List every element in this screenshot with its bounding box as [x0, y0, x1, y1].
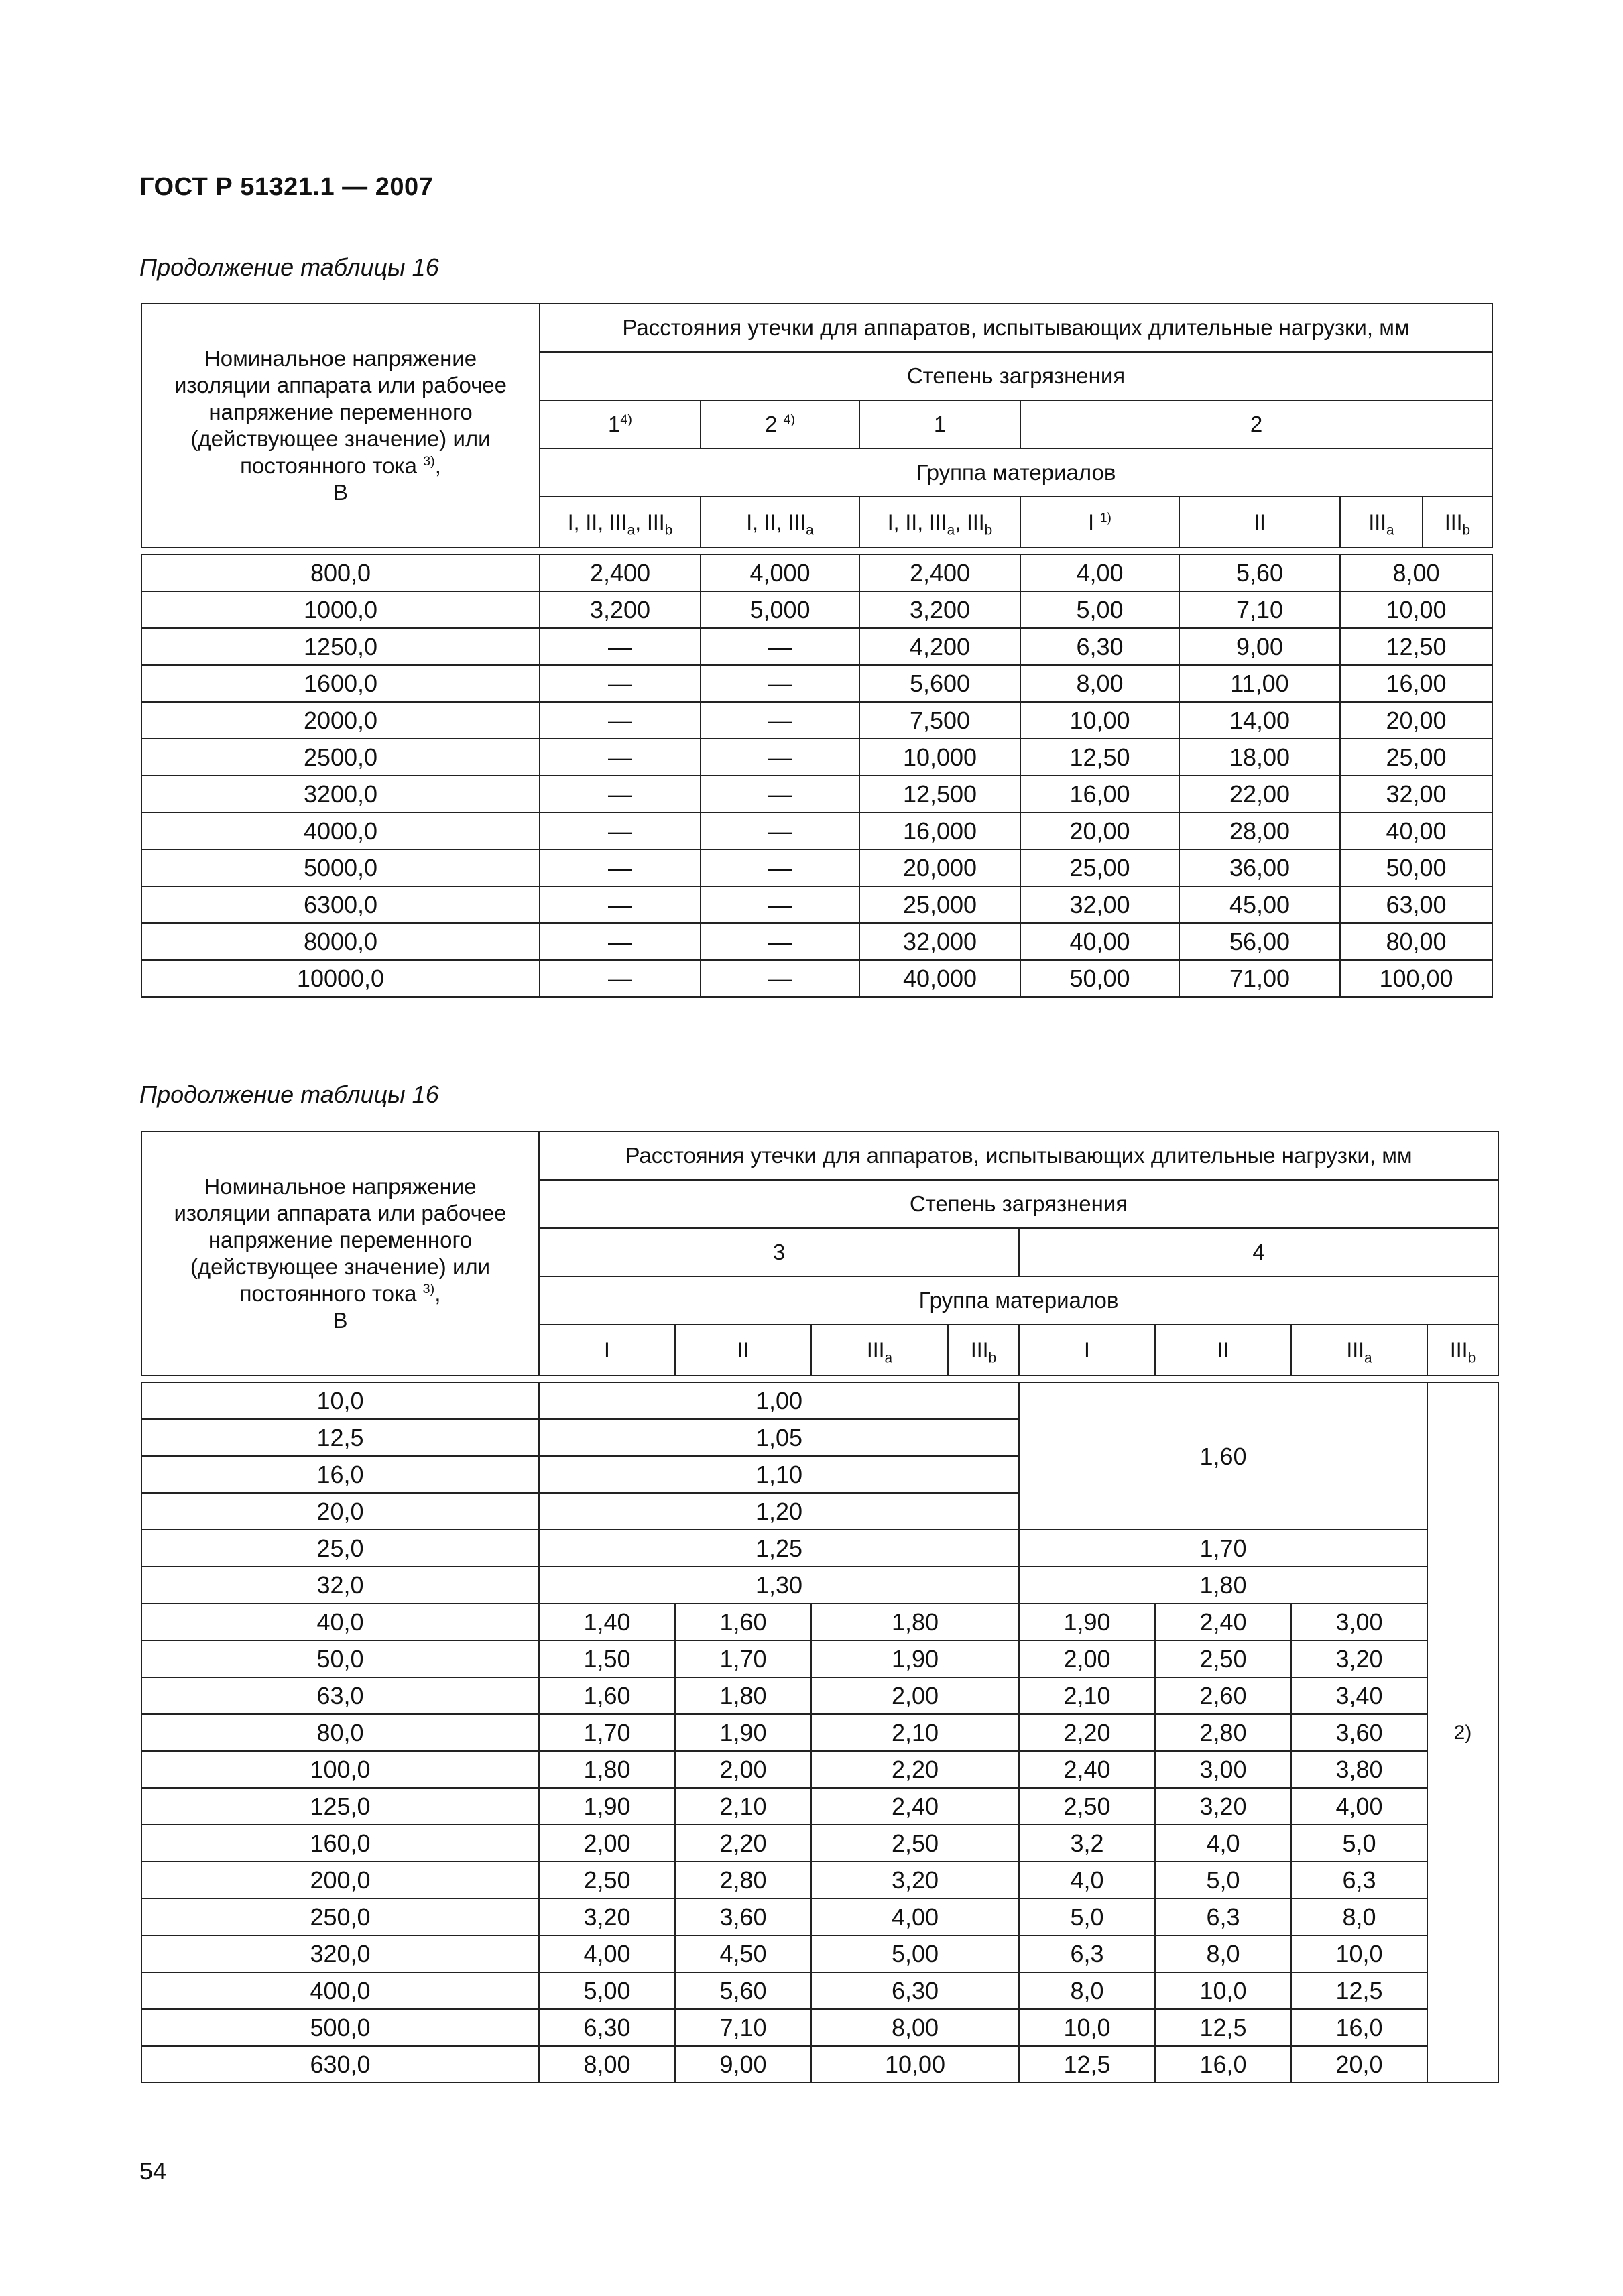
table-row [141, 960, 1492, 997]
voltage-cell: 200,0 [141, 1862, 539, 1898]
voltage-cell: 40,0 [141, 1604, 539, 1640]
table-row [141, 1825, 1498, 1862]
table-row [141, 1935, 1498, 1972]
voltage-cell: 500,0 [141, 2009, 539, 2046]
table-row [141, 923, 1492, 960]
value-cell: 3,200 [859, 591, 1020, 628]
value-cell: 12,50 [1020, 739, 1179, 776]
value-cell: 3,80 [1291, 1751, 1427, 1788]
voltage-header: Номинальное напряжение изоляции аппарата или рабочее напряжение переменного (действующее значение) или постоянного тока $^{3)}$, В [141, 1132, 539, 1376]
value-cell: 1,90 [811, 1640, 1019, 1677]
pollution-degree: 1 [859, 400, 1020, 448]
value-cell: — [701, 776, 859, 812]
value-cell: 8,0 [1019, 1972, 1155, 2009]
merged-value-cell: 1,70 [1019, 1530, 1427, 1567]
value-cell: 6,3 [1291, 1862, 1427, 1898]
value-cell: — [540, 886, 701, 923]
value-cell: 14,00 [1179, 702, 1340, 739]
value-cell: 3,2 [1019, 1825, 1155, 1862]
value-cell: 6,30 [1020, 628, 1179, 665]
value-cell: — [540, 702, 701, 739]
value-cell: 4,00 [539, 1935, 675, 1972]
value-cell: 32,00 [1020, 886, 1179, 923]
value-cell: 1,90 [675, 1714, 811, 1751]
value-cell: 40,00 [1020, 923, 1179, 960]
table-row [141, 776, 1492, 812]
voltage-cell: 10000,0 [141, 960, 540, 997]
material-group-header: II [1179, 497, 1340, 548]
value-cell: 12,5 [1019, 2046, 1155, 2083]
value-cell: 20,000 [859, 849, 1020, 886]
value-cell: 80,00 [1340, 923, 1492, 960]
value-cell: 71,00 [1179, 960, 1340, 997]
value-cell: 18,00 [1179, 739, 1340, 776]
creepage-table-1 [141, 303, 1493, 998]
value-cell: 2,40 [1019, 1751, 1155, 1788]
value-cell: — [701, 923, 859, 960]
material-group-header: $III_a$ [811, 1325, 948, 1376]
material-group-header: II [1155, 1325, 1291, 1376]
value-cell: 4,00 [1291, 1788, 1427, 1825]
value-cell: — [540, 923, 701, 960]
value-cell: 5,00 [539, 1972, 675, 2009]
voltage-cell: 63,0 [141, 1677, 539, 1714]
value-cell: 8,00 [1340, 554, 1492, 591]
value-cell: 10,00 [1020, 702, 1179, 739]
value-cell: 1,50 [539, 1640, 675, 1677]
table-row [141, 554, 1492, 591]
material-group-header: $III_b$ [1427, 1325, 1498, 1376]
material-group-header: $III_b$ [948, 1325, 1019, 1376]
value-cell: 16,0 [1291, 2009, 1427, 2046]
value-cell: — [701, 812, 859, 849]
value-cell: 5,0 [1155, 1862, 1291, 1898]
value-cell: 2,60 [1155, 1677, 1291, 1714]
voltage-cell: 16,0 [141, 1456, 539, 1493]
voltage-cell: 400,0 [141, 1972, 539, 2009]
value-cell: 3,20 [811, 1862, 1019, 1898]
value-cell: 2,20 [811, 1751, 1019, 1788]
value-cell: — [701, 628, 859, 665]
value-cell: 4,200 [859, 628, 1020, 665]
pollution-degree-label: Степень загрязнения [539, 1180, 1498, 1228]
value-cell: — [701, 886, 859, 923]
value-cell: 4,0 [1019, 1862, 1155, 1898]
value-cell: 10,0 [1155, 1972, 1291, 2009]
voltage-cell: 2500,0 [141, 739, 540, 776]
value-cell: — [540, 849, 701, 886]
value-cell: 1,80 [675, 1677, 811, 1714]
value-cell: 4,00 [811, 1898, 1019, 1935]
value-cell: — [701, 960, 859, 997]
value-cell: 2,50 [539, 1862, 675, 1898]
value-cell: 5,0 [1291, 1825, 1427, 1862]
value-cell: 2,10 [675, 1788, 811, 1825]
value-cell: 2,00 [675, 1751, 811, 1788]
voltage-cell: 160,0 [141, 1825, 539, 1862]
voltage-cell: 8000,0 [141, 923, 540, 960]
value-cell: 2,10 [1019, 1677, 1155, 1714]
value-cell: 2,00 [811, 1677, 1019, 1714]
table-row [141, 702, 1492, 739]
value-cell: — [540, 960, 701, 997]
merged-value-cell: 1,20 [539, 1493, 1019, 1530]
value-cell: 12,500 [859, 776, 1020, 812]
material-group-header: I, II, $III_a$, $III_b$ [859, 497, 1020, 548]
value-cell: 5,0 [1019, 1898, 1155, 1935]
value-cell: 2,10 [811, 1714, 1019, 1751]
value-cell: 12,5 [1291, 1972, 1427, 2009]
table-caption: Продолжение таблицы 16 [139, 1081, 439, 1108]
value-cell: 9,00 [675, 2046, 811, 2083]
value-cell: 2,50 [1019, 1788, 1155, 1825]
value-cell: 12,5 [1155, 2009, 1291, 2046]
creepage-title: Расстояния утечки для аппаратов, испытывающих длительные нагрузки, мм [540, 304, 1492, 352]
value-cell: 2,40 [1155, 1604, 1291, 1640]
value-cell: 7,10 [1179, 591, 1340, 628]
pollution-degree-label: Степень загрязнения [540, 352, 1492, 400]
value-cell: 50,00 [1020, 960, 1179, 997]
value-cell: — [701, 665, 859, 702]
value-cell: 10,000 [859, 739, 1020, 776]
value-cell: 10,0 [1291, 1935, 1427, 1972]
value-cell: 6,30 [811, 1972, 1019, 2009]
value-cell: 20,00 [1020, 812, 1179, 849]
table-row [141, 1788, 1498, 1825]
value-cell: 10,0 [1019, 2009, 1155, 2046]
table-row [141, 1898, 1498, 1935]
value-cell: 5,600 [859, 665, 1020, 702]
material-group-header: II [675, 1325, 811, 1376]
value-cell: 56,00 [1179, 923, 1340, 960]
value-cell: 50,00 [1340, 849, 1492, 886]
value-cell: 7,10 [675, 2009, 811, 2046]
merged-value-cell: 1,05 [539, 1419, 1019, 1456]
voltage-cell: 250,0 [141, 1898, 539, 1935]
value-cell: 5,000 [701, 591, 859, 628]
material-group-header: I [539, 1325, 675, 1376]
page-number: 54 [139, 2157, 167, 2185]
value-cell: 3,60 [1291, 1714, 1427, 1751]
voltage-cell: 100,0 [141, 1751, 539, 1788]
value-cell: 3,20 [539, 1898, 675, 1935]
footnote-ref-cell: 2) [1427, 1382, 1498, 2083]
voltage-cell: 12,5 [141, 1419, 539, 1456]
value-cell: 2,00 [539, 1825, 675, 1862]
value-cell: 40,00 [1340, 812, 1492, 849]
table-row [141, 1640, 1498, 1677]
value-cell: 1,80 [539, 1751, 675, 1788]
voltage-cell: 3200,0 [141, 776, 540, 812]
table-row [141, 591, 1492, 628]
voltage-cell: 320,0 [141, 1935, 539, 1972]
value-cell: 3,60 [675, 1898, 811, 1935]
value-cell: 3,00 [1291, 1604, 1427, 1640]
pollution-degree-4: 4 [1019, 1228, 1498, 1276]
material-group-label: Группа материалов [539, 1276, 1498, 1325]
value-cell: 1,70 [675, 1640, 811, 1677]
voltage-cell: 10,0 [141, 1382, 539, 1419]
value-cell: 4,000 [701, 554, 859, 591]
value-cell: 3,40 [1291, 1677, 1427, 1714]
table-row [141, 886, 1492, 923]
value-cell: 4,0 [1155, 1825, 1291, 1862]
value-cell: — [540, 739, 701, 776]
table-row [141, 1751, 1498, 1788]
creepage-title: Расстояния утечки для аппаратов, испытывающих длительные нагрузки, мм [539, 1132, 1498, 1180]
value-cell: 20,00 [1340, 702, 1492, 739]
table-caption: Продолжение таблицы 16 [139, 253, 439, 281]
value-cell: 8,00 [811, 2009, 1019, 2046]
value-cell: 3,20 [1291, 1640, 1427, 1677]
material-group-header: I [1019, 1325, 1155, 1376]
value-cell: 2,50 [811, 1825, 1019, 1862]
voltage-cell: 1000,0 [141, 591, 540, 628]
merged-value-cell: 1,00 [539, 1382, 1019, 1419]
voltage-cell: 1600,0 [141, 665, 540, 702]
value-cell: 2,00 [1019, 1640, 1155, 1677]
voltage-cell: 80,0 [141, 1714, 539, 1751]
pollution-degree: 1$^{4)}$ [540, 400, 701, 448]
value-cell: 2,80 [1155, 1714, 1291, 1751]
document-title: ГОСТ Р 51321.1 — 2007 [139, 173, 434, 201]
value-cell: 3,20 [1155, 1788, 1291, 1825]
value-cell: 10,00 [811, 2046, 1019, 2083]
value-cell: — [540, 812, 701, 849]
value-cell: 8,00 [539, 2046, 675, 2083]
merged-value-cell: 1,60 [1019, 1382, 1427, 1530]
value-cell: 10,00 [1340, 591, 1492, 628]
value-cell: — [701, 702, 859, 739]
material-group-label: Группа материалов [540, 448, 1492, 497]
value-cell: 1,60 [675, 1604, 811, 1640]
value-cell: 25,00 [1340, 739, 1492, 776]
value-cell: 16,00 [1340, 665, 1492, 702]
merged-value-cell: 1,30 [539, 1567, 1019, 1604]
value-cell: 4,50 [675, 1935, 811, 1972]
table-row [141, 1972, 1498, 2009]
value-cell: 8,00 [1020, 665, 1179, 702]
voltage-cell: 630,0 [141, 2046, 539, 2083]
voltage-cell: 20,0 [141, 1493, 539, 1530]
table-row [141, 739, 1492, 776]
value-cell: 16,0 [1155, 2046, 1291, 2083]
table-row [141, 1677, 1498, 1714]
pollution-degree-3: 3 [539, 1228, 1019, 1276]
table-row [141, 849, 1492, 886]
value-cell: 25,000 [859, 886, 1020, 923]
value-cell: 16,000 [859, 812, 1020, 849]
value-cell: 7,500 [859, 702, 1020, 739]
value-cell: 20,0 [1291, 2046, 1427, 2083]
value-cell: 2,20 [1019, 1714, 1155, 1751]
voltage-cell: 1250,0 [141, 628, 540, 665]
material-group-header: I, II, $III_a$ [701, 497, 859, 548]
voltage-header: Номинальное напряжение изоляции аппарата или рабочее напряжение переменного (действующее значение) или постоянного тока $^{3)}$, В [141, 304, 540, 548]
voltage-cell: 800,0 [141, 554, 540, 591]
table-row [141, 1714, 1498, 1751]
value-cell: 4,00 [1020, 554, 1179, 591]
value-cell: 1,90 [1019, 1604, 1155, 1640]
value-cell: 5,00 [1020, 591, 1179, 628]
pollution-degree: 2 [1020, 400, 1492, 448]
value-cell: 28,00 [1179, 812, 1340, 849]
voltage-cell: 125,0 [141, 1788, 539, 1825]
value-cell: 12,50 [1340, 628, 1492, 665]
value-cell: 45,00 [1179, 886, 1340, 923]
value-cell: 5,60 [675, 1972, 811, 2009]
merged-value-cell: 1,80 [1019, 1567, 1427, 1604]
voltage-cell: 50,0 [141, 1640, 539, 1677]
material-group-header: $III_a$ [1340, 497, 1423, 548]
value-cell: — [701, 739, 859, 776]
value-cell: — [540, 776, 701, 812]
material-group-header: I, II, $III_a$, $III_b$ [540, 497, 701, 548]
value-cell: 22,00 [1179, 776, 1340, 812]
table-row [141, 2046, 1498, 2083]
value-cell: 2,40 [811, 1788, 1019, 1825]
value-cell: 8,0 [1155, 1935, 1291, 1972]
table-row [141, 1567, 1498, 1604]
voltage-cell: 25,0 [141, 1530, 539, 1567]
value-cell: 25,00 [1020, 849, 1179, 886]
value-cell: 2,400 [859, 554, 1020, 591]
creepage-table-2 [141, 1131, 1499, 2083]
value-cell: 6,3 [1155, 1898, 1291, 1935]
value-cell: 100,00 [1340, 960, 1492, 997]
value-cell: 63,00 [1340, 886, 1492, 923]
value-cell: 1,40 [539, 1604, 675, 1640]
value-cell: 40,000 [859, 960, 1020, 997]
table-row [141, 1862, 1498, 1898]
voltage-cell: 5000,0 [141, 849, 540, 886]
material-group-header: $III_b$ [1423, 497, 1492, 548]
table-row [141, 1604, 1498, 1640]
table-row [141, 628, 1492, 665]
value-cell: 6,3 [1019, 1935, 1155, 1972]
value-cell: 6,30 [539, 2009, 675, 2046]
material-group-header: $III_a$ [1291, 1325, 1427, 1376]
value-cell: — [540, 665, 701, 702]
value-cell: 32,00 [1340, 776, 1492, 812]
value-cell: 8,0 [1291, 1898, 1427, 1935]
table-row [141, 665, 1492, 702]
voltage-cell: 32,0 [141, 1567, 539, 1604]
value-cell: 2,50 [1155, 1640, 1291, 1677]
table-row [141, 812, 1492, 849]
value-cell: — [701, 849, 859, 886]
value-cell: 1,90 [539, 1788, 675, 1825]
table-row [141, 1530, 1498, 1567]
value-cell: 32,000 [859, 923, 1020, 960]
value-cell: 5,60 [1179, 554, 1340, 591]
value-cell: 9,00 [1179, 628, 1340, 665]
value-cell: 2,400 [540, 554, 701, 591]
value-cell: 2,20 [675, 1825, 811, 1862]
pollution-degree: 2 $^{4)}$ [701, 400, 859, 448]
value-cell: 5,00 [811, 1935, 1019, 1972]
value-cell: 1,60 [539, 1677, 675, 1714]
merged-value-cell: 1,25 [539, 1530, 1019, 1567]
voltage-cell: 4000,0 [141, 812, 540, 849]
merged-value-cell: 1,10 [539, 1456, 1019, 1493]
value-cell: 16,00 [1020, 776, 1179, 812]
voltage-cell: 2000,0 [141, 702, 540, 739]
value-cell: 3,200 [540, 591, 701, 628]
table-row [141, 2009, 1498, 2046]
value-cell: 2,80 [675, 1862, 811, 1898]
material-group-header: I $^{1)}$ [1020, 497, 1179, 548]
value-cell: 1,70 [539, 1714, 675, 1751]
table-row [141, 1382, 1498, 1419]
value-cell: 11,00 [1179, 665, 1340, 702]
value-cell: 3,00 [1155, 1751, 1291, 1788]
value-cell: 1,80 [811, 1604, 1019, 1640]
voltage-cell: 6300,0 [141, 886, 540, 923]
value-cell: — [540, 628, 701, 665]
value-cell: 36,00 [1179, 849, 1340, 886]
